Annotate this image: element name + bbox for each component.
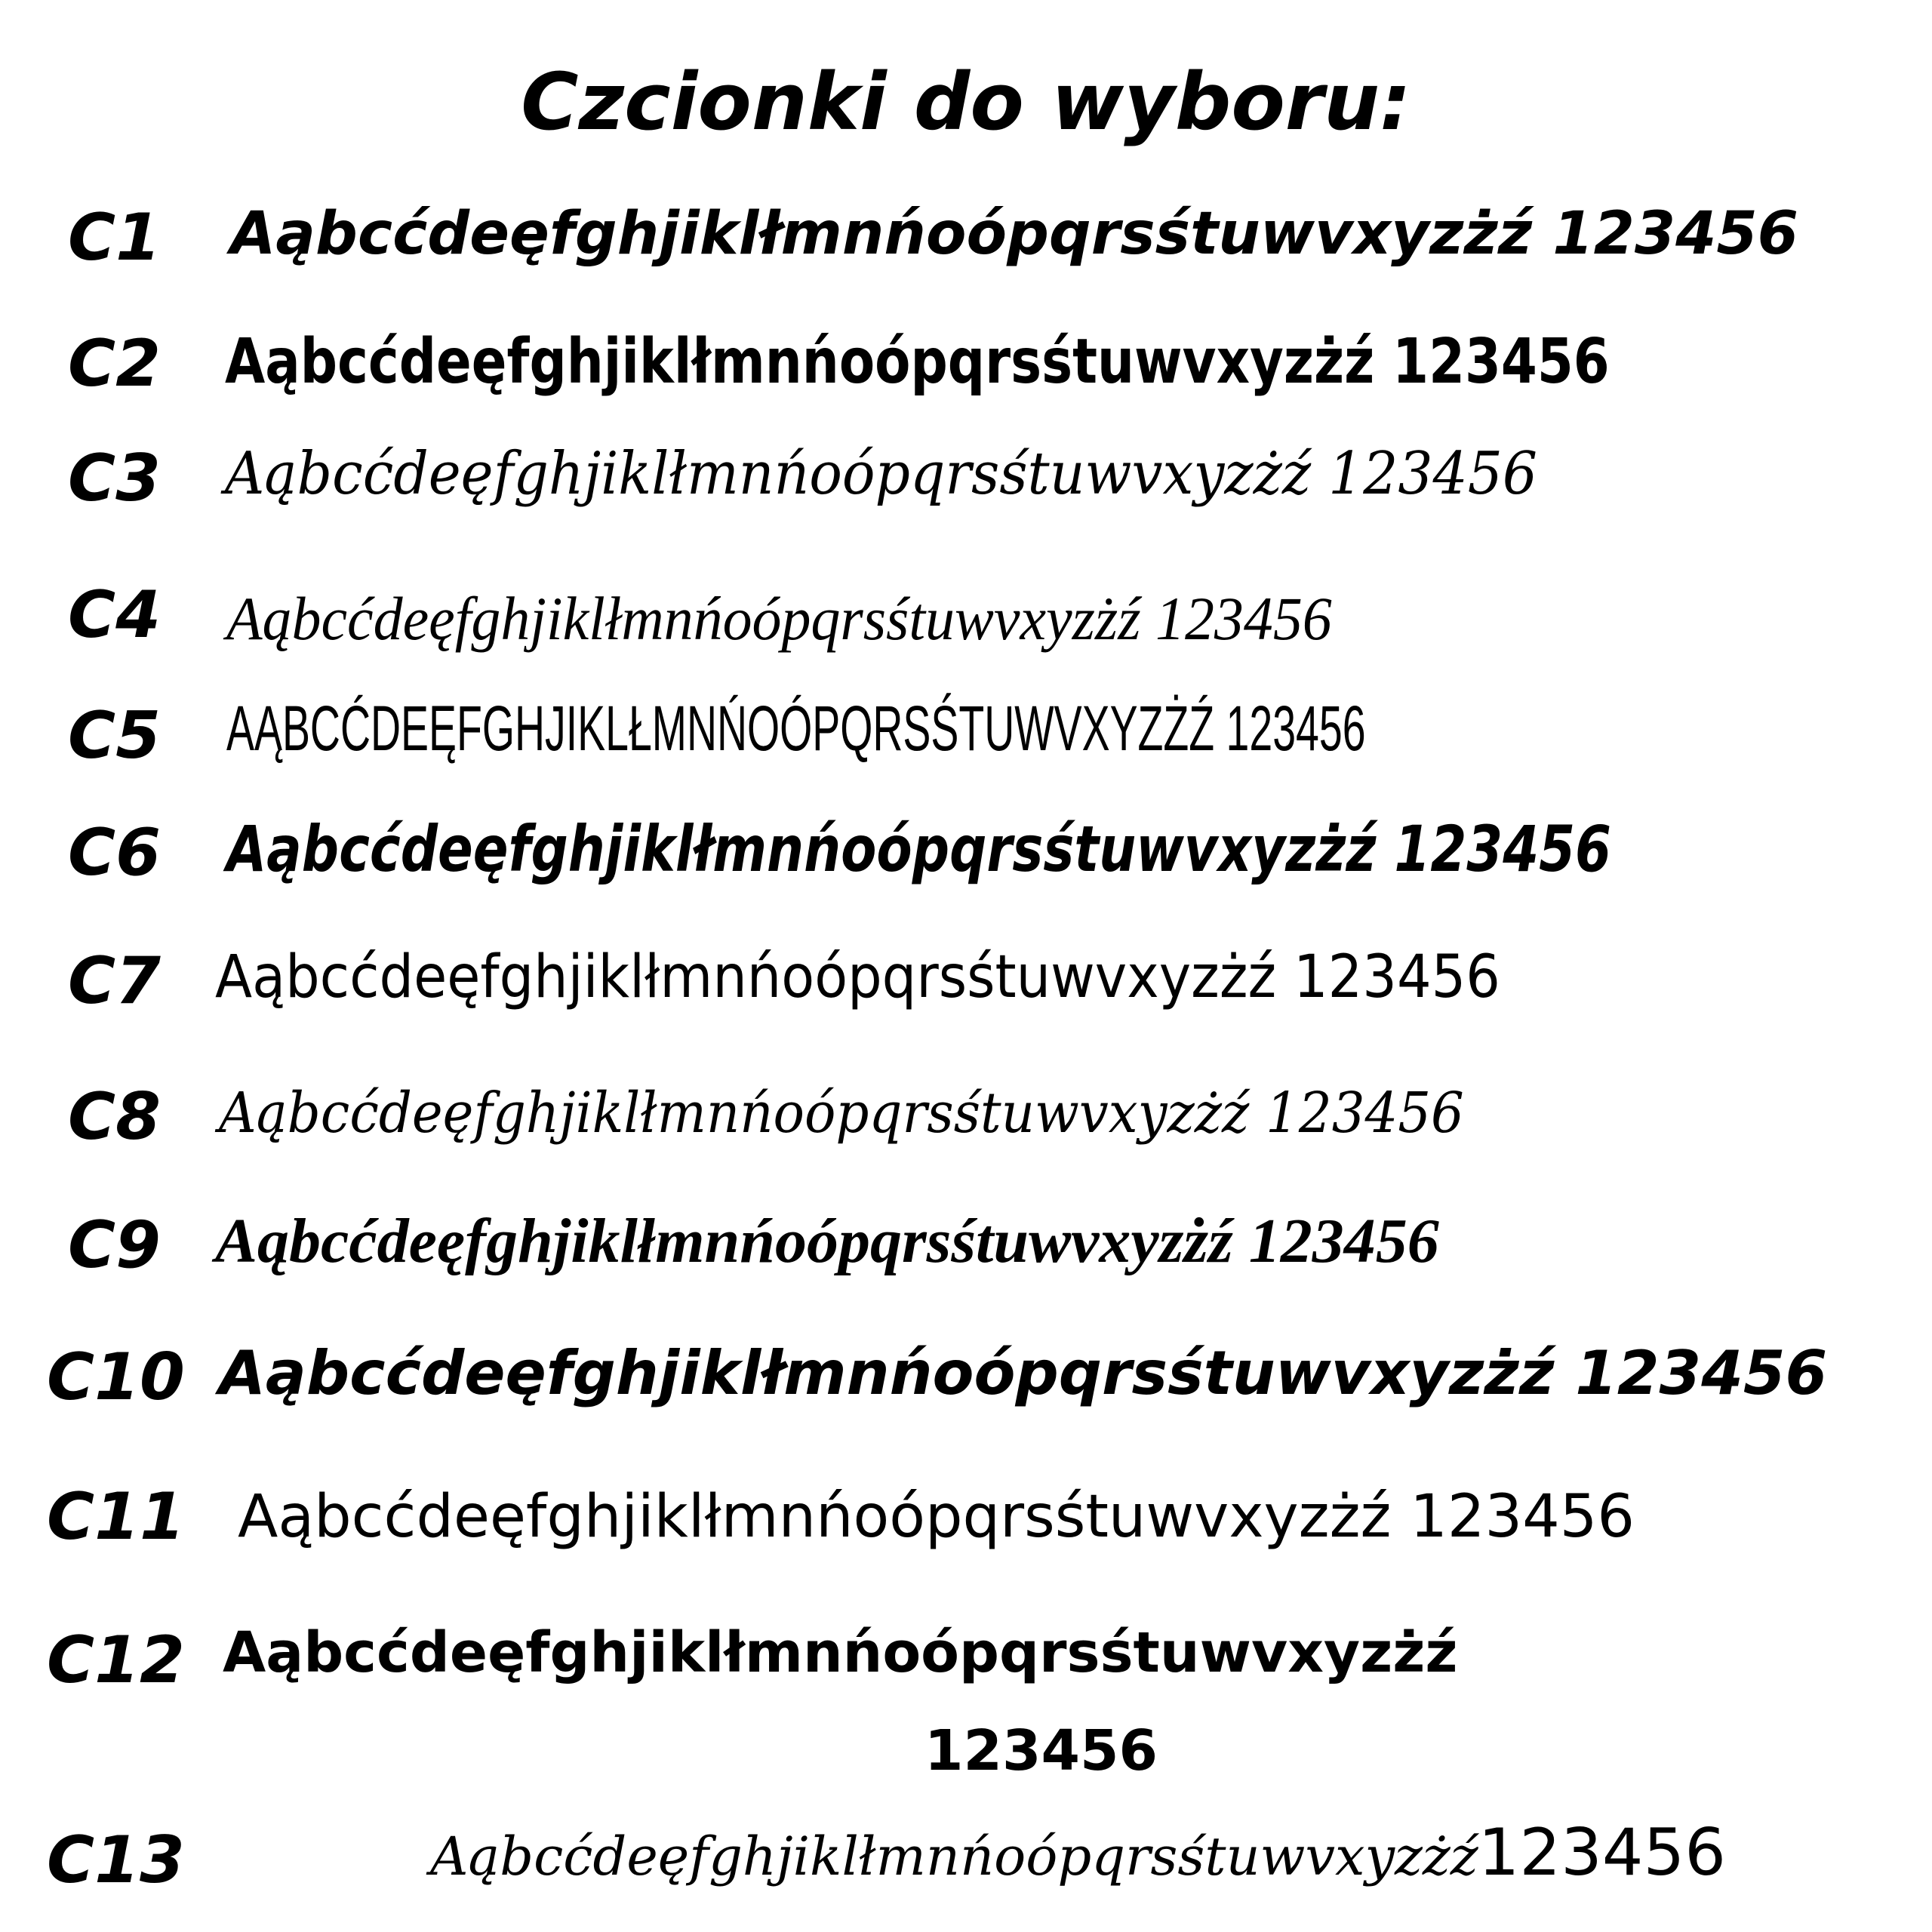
- font-label-c5: C5: [68, 698, 161, 774]
- font-sample-c6: Aąbcćdeęfghjiklłmnńoópqrsśtuwvxyzżź 123456: [226, 812, 1611, 886]
- font-sample-c8: Aąbcćdeęfghjiklłmnńoópqrsśtuwvxyzżź 123456: [219, 1081, 1464, 1146]
- font-label-c2: C2: [68, 326, 161, 401]
- font-label-c11: C11: [47, 1479, 185, 1555]
- font-sample-c10: Aąbcćdeęfghjiklłmnńoópqrsśtuwvxyzżź 123456: [219, 1338, 1828, 1408]
- font-label-c12: C12: [47, 1623, 185, 1698]
- font-label-c9: C9: [68, 1208, 161, 1283]
- font-label-c10: C10: [47, 1340, 185, 1415]
- font-label-c1: C1: [68, 200, 161, 275]
- font-label-c3: C3: [68, 441, 161, 516]
- font-sample-c7: Aąbcćdeęfghjiklłmnńoópqrsśtuwvxyzżź 123456: [215, 943, 1500, 1011]
- font-sample-c13: [430, 1815, 1726, 1894]
- font-sample-c2: Aąbcćdeęfghjiklłmnńoópqrsśtuwvxyzżź 123456: [225, 326, 1610, 398]
- font-label-c6: C6: [68, 815, 161, 891]
- font-sample-c4: Aąbcćdeęfghjiklłmnńoópqrsśtuwvxyzżź 123456: [226, 584, 1332, 653]
- font-sample-c1: Aąbcćdeęfghjiklłmnńoópqrsśtuwvxyzżź 123456: [230, 200, 1798, 268]
- font-sample-c9: Aąbcćdeęfghjiklłmnńoópqrsśtuwvxyzżź 123456: [215, 1206, 1439, 1276]
- font-label-c7: C7: [68, 943, 161, 1019]
- font-sample-c13-numbers: 123456: [1478, 1815, 1726, 1890]
- font-sample-c11: Aąbcćdeęfghjiklłmnńoópqrsśtuwvxyzżź 123456: [238, 1483, 1635, 1551]
- font-label-c13: C13: [47, 1823, 185, 1898]
- font-sample-c12: Aąbcćdeęfghjiklłmnńoópqrsśtuwvxyzżź: [223, 1620, 1458, 1685]
- font-sample-c3: Aąbcćdeęfghjiklłmnńoópqrsśtuwvxyzżź 123456: [225, 440, 1538, 508]
- font-label-c4: C4: [68, 577, 161, 653]
- page-title: Czcionki do wyboru:: [521, 56, 1411, 148]
- font-sample-c5: AĄBCĆDEĘFGHJIKLŁMNŃOÓPQRSŚTUWVXYZŻŹ 123456: [226, 693, 1366, 764]
- font-sample-c12-numbers: 123456: [924, 1718, 1158, 1783]
- font-label-c8: C8: [68, 1079, 161, 1155]
- font-sample-c13-letters: Aąbcćdeęfghjiklłmnńoópqrsśtuwvxyzżź: [430, 1826, 1478, 1887]
